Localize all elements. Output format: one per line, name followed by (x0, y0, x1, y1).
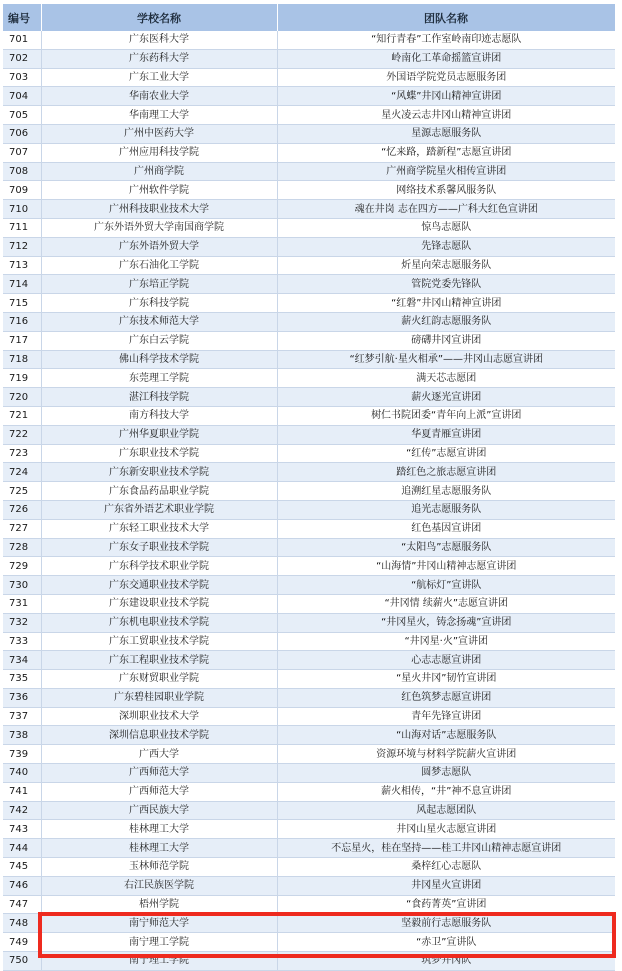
cell-school: 广东省外语艺术职业学院 (41, 500, 277, 519)
cell-team: 网络技术系馨风服务队 (277, 181, 615, 200)
table-row (3, 143, 615, 162)
cell-team: 星源志愿服务队 (277, 124, 615, 143)
table-row (3, 933, 615, 952)
table-row (3, 670, 615, 689)
cell-num: 736 (3, 688, 41, 707)
cell-school: 广州科技职业技术大学 (41, 200, 277, 219)
cell-team: 追光志愿服务队 (277, 500, 615, 519)
cell-num: 703 (3, 68, 41, 87)
cell-school: 南宁理工学院 (41, 933, 277, 952)
cell-num: 706 (3, 124, 41, 143)
cell-school: 湛江科技学院 (41, 388, 277, 407)
cell-num: 742 (3, 801, 41, 820)
cell-school: 广东工业大学 (41, 68, 277, 87)
cell-num: 720 (3, 388, 41, 407)
cell-team: 树仁书院团委“青年向上派”宣讲团 (277, 406, 615, 425)
cell-school: 广州商学院 (41, 162, 277, 181)
cell-team: 心志志愿宣讲团 (277, 651, 615, 670)
table-row (3, 895, 615, 914)
cell-team: 先锋志愿队 (277, 237, 615, 256)
cell-team: 炘星向荣志愿服务队 (277, 256, 615, 275)
cell-num: 716 (3, 312, 41, 331)
cell-school: 梧州学院 (41, 895, 277, 914)
table-row (3, 594, 615, 613)
cell-school: 南方科技大学 (41, 406, 277, 425)
table-row (3, 500, 615, 519)
table-row (3, 576, 615, 595)
cell-school: 桂林理工大学 (41, 820, 277, 839)
cell-team: 青年先锋宣讲团 (277, 707, 615, 726)
header-team: 团队名称 (277, 4, 615, 31)
cell-team: 魂在井岗 志在四方——广科大红色宣讲团 (277, 200, 615, 219)
cell-school: 广西大学 (41, 745, 277, 764)
cell-team: 薪火逐光宣讲团 (277, 388, 615, 407)
table-row (3, 519, 615, 538)
table-row (3, 200, 615, 219)
cell-num: 738 (3, 726, 41, 745)
cell-num: 732 (3, 613, 41, 632)
cell-team: “红磐”井冈山精神宣讲团 (277, 294, 615, 313)
cell-school: 南宁师范大学 (41, 914, 277, 933)
cell-team: 红色基因宣讲团 (277, 519, 615, 538)
table-row (3, 312, 615, 331)
table-row (3, 106, 615, 125)
cell-school: 广东工程职业技术学院 (41, 651, 277, 670)
table-row (3, 237, 615, 256)
cell-team: “山海情”井冈山精神志愿宣讲团 (277, 557, 615, 576)
cell-num: 708 (3, 162, 41, 181)
cell-num: 739 (3, 745, 41, 764)
table-row (3, 745, 615, 764)
cell-num: 741 (3, 782, 41, 801)
cell-school: 广东机电职业技术学院 (41, 613, 277, 632)
table-row (3, 294, 615, 313)
cell-team: 外国语学院党员志愿服务团 (277, 68, 615, 87)
cell-num: 734 (3, 651, 41, 670)
table-row (3, 350, 615, 369)
table-row (3, 162, 615, 181)
cell-num: 735 (3, 670, 41, 689)
cell-school: 广州华夏职业学院 (41, 425, 277, 444)
cell-num: 724 (3, 463, 41, 482)
cell-team: 踏红色之旅志愿宣讲团 (277, 463, 615, 482)
table-row (3, 331, 615, 350)
cell-num: 711 (3, 218, 41, 237)
cell-school: 广州软件学院 (41, 181, 277, 200)
table-row (3, 613, 615, 632)
team-table-container (3, 4, 615, 971)
table-header-row (3, 4, 615, 31)
cell-num: 725 (3, 482, 41, 501)
cell-school: 广东碧桂园职业学院 (41, 688, 277, 707)
table-row (3, 124, 615, 143)
table-row (3, 87, 615, 106)
cell-team: 星火凌云志井冈山精神宣讲团 (277, 106, 615, 125)
cell-school: 广东白云学院 (41, 331, 277, 350)
cell-school: 广东石油化工学院 (41, 256, 277, 275)
cell-team: 岭南化工革命摇篮宣讲团 (277, 49, 615, 68)
table-row (3, 538, 615, 557)
cell-school: 广东外语外贸大学 (41, 237, 277, 256)
cell-team: “太阳鸟”志愿服务队 (277, 538, 615, 557)
cell-school: 广东轻工职业技术大学 (41, 519, 277, 538)
cell-school: 广东工贸职业技术学院 (41, 632, 277, 651)
table-row (3, 388, 615, 407)
cell-num: 723 (3, 444, 41, 463)
cell-num: 713 (3, 256, 41, 275)
cell-school: 广西民族大学 (41, 801, 277, 820)
cell-school: 广东技术师范大学 (41, 312, 277, 331)
table-row (3, 876, 615, 895)
cell-team: 筑梦井冈队 (277, 952, 615, 971)
cell-school: 东莞理工学院 (41, 369, 277, 388)
cell-school: 南宁理工学院 (41, 952, 277, 971)
cell-school: 广州中医药大学 (41, 124, 277, 143)
cell-team: “知行青春”工作室岭南印迹志愿队 (277, 31, 615, 49)
table-row (3, 444, 615, 463)
cell-school: 广西师范大学 (41, 782, 277, 801)
cell-school: 广东医科大学 (41, 31, 277, 49)
cell-num: 709 (3, 181, 41, 200)
cell-team: “忆来路，踏新程”志愿宣讲团 (277, 143, 615, 162)
cell-team: 不忘星火，桂在坚持——桂工井冈山精神志愿宣讲团 (277, 839, 615, 858)
cell-school: 佛山科学技术学院 (41, 350, 277, 369)
table-row (3, 49, 615, 68)
cell-num: 704 (3, 87, 41, 106)
cell-team: 追溯红星志愿服务队 (277, 482, 615, 501)
table-row (3, 914, 615, 933)
cell-team: 桑梓红心志愿队 (277, 858, 615, 877)
cell-school: 华南农业大学 (41, 87, 277, 106)
cell-team: 风起志愿团队 (277, 801, 615, 820)
table-row (3, 425, 615, 444)
cell-school: 广东外语外贸大学南国商学院 (41, 218, 277, 237)
cell-team: “井冈星·火”宣讲团 (277, 632, 615, 651)
cell-team: “井冈情 续薪火”志愿宣讲团 (277, 594, 615, 613)
cell-team: 井冈星火宣讲团 (277, 876, 615, 895)
table-row (3, 839, 615, 858)
table-row (3, 275, 615, 294)
cell-num: 719 (3, 369, 41, 388)
cell-num: 722 (3, 425, 41, 444)
cell-num: 730 (3, 576, 41, 595)
cell-school: 广东科学技术职业学院 (41, 557, 277, 576)
cell-team: “星火井冈”韧竹宣讲团 (277, 670, 615, 689)
cell-num: 750 (3, 952, 41, 971)
header-num: 编号 (3, 4, 41, 31)
cell-school: 广东职业技术学院 (41, 444, 277, 463)
table-row (3, 181, 615, 200)
cell-team: “航标灯”宣讲队 (277, 576, 615, 595)
cell-num: 748 (3, 914, 41, 933)
cell-team: “山海对话”志愿服务队 (277, 726, 615, 745)
cell-num: 729 (3, 557, 41, 576)
cell-school: 广东科技学院 (41, 294, 277, 313)
cell-num: 737 (3, 707, 41, 726)
cell-team: 薪火相传，“井”神不息宣讲团 (277, 782, 615, 801)
cell-team: 井冈山星火志愿宣讲团 (277, 820, 615, 839)
cell-school: 广州应用科技学院 (41, 143, 277, 162)
cell-team: 满天芯志愿团 (277, 369, 615, 388)
cell-team: “井冈星火，铸念扬魂”宣讲团 (277, 613, 615, 632)
cell-num: 733 (3, 632, 41, 651)
table-row (3, 801, 615, 820)
cell-team: 管院党委先锋队 (277, 275, 615, 294)
cell-num: 745 (3, 858, 41, 877)
table-row (3, 256, 615, 275)
cell-school: 深圳职业技术大学 (41, 707, 277, 726)
cell-num: 746 (3, 876, 41, 895)
cell-num: 712 (3, 237, 41, 256)
table-row (3, 764, 615, 783)
cell-team: 华夏青雁宣讲团 (277, 425, 615, 444)
table-row (3, 406, 615, 425)
table-row (3, 707, 615, 726)
cell-team: “风蝶”井冈山精神宣讲团 (277, 87, 615, 106)
cell-num: 727 (3, 519, 41, 538)
cell-school: 广西师范大学 (41, 764, 277, 783)
cell-team: 薪火红韵志愿服务队 (277, 312, 615, 331)
cell-school: 广东女子职业技术学院 (41, 538, 277, 557)
table-row (3, 820, 615, 839)
table-row (3, 632, 615, 651)
cell-team: 磅礴井冈宣讲团 (277, 331, 615, 350)
cell-team: 资源环境与材料学院薪火宣讲团 (277, 745, 615, 764)
cell-team: 惊鸟志愿队 (277, 218, 615, 237)
cell-team: 红色筑梦志愿宣讲团 (277, 688, 615, 707)
cell-num: 714 (3, 275, 41, 294)
cell-school: 广东新安职业技术学院 (41, 463, 277, 482)
cell-team: 坚毅前行志愿服务队 (277, 914, 615, 933)
cell-num: 718 (3, 350, 41, 369)
cell-school: 广东建设职业技术学院 (41, 594, 277, 613)
cell-school: 广东交通职业技术学院 (41, 576, 277, 595)
table-row (3, 858, 615, 877)
cell-school: 深圳信息职业技术学院 (41, 726, 277, 745)
table-row (3, 463, 615, 482)
cell-num: 701 (3, 31, 41, 49)
cell-num: 726 (3, 500, 41, 519)
cell-school: 广东培正学院 (41, 275, 277, 294)
team-table (3, 4, 616, 971)
cell-num: 707 (3, 143, 41, 162)
cell-num: 744 (3, 839, 41, 858)
table-body (3, 31, 615, 970)
cell-team: “红梦引航·星火相承”——井冈山志愿宣讲团 (277, 350, 615, 369)
cell-school: 桂林理工大学 (41, 839, 277, 858)
cell-school: 广东财贸职业学院 (41, 670, 277, 689)
cell-team: 广州商学院星火相传宣讲团 (277, 162, 615, 181)
cell-num: 728 (3, 538, 41, 557)
table-row (3, 482, 615, 501)
cell-school: 玉林师范学院 (41, 858, 277, 877)
cell-team: “红传”志愿宣讲团 (277, 444, 615, 463)
table-row (3, 651, 615, 670)
cell-school: 华南理工大学 (41, 106, 277, 125)
cell-num: 747 (3, 895, 41, 914)
cell-num: 705 (3, 106, 41, 125)
table-row (3, 369, 615, 388)
table-row (3, 68, 615, 87)
cell-team: 圆梦志愿队 (277, 764, 615, 783)
cell-team: “食药菁英”宣讲团 (277, 895, 615, 914)
table-row (3, 557, 615, 576)
cell-team: “赤卫”宣讲队 (277, 933, 615, 952)
cell-school: 广东药科大学 (41, 49, 277, 68)
table-row (3, 218, 615, 237)
cell-num: 715 (3, 294, 41, 313)
table-row (3, 31, 615, 49)
table-row (3, 688, 615, 707)
cell-num: 731 (3, 594, 41, 613)
table-row (3, 726, 615, 745)
cell-num: 743 (3, 820, 41, 839)
cell-school: 广东食品药品职业学院 (41, 482, 277, 501)
cell-num: 749 (3, 933, 41, 952)
cell-num: 740 (3, 764, 41, 783)
table-row (3, 782, 615, 801)
cell-num: 721 (3, 406, 41, 425)
cell-school: 右江民族医学院 (41, 876, 277, 895)
cell-num: 717 (3, 331, 41, 350)
cell-num: 702 (3, 49, 41, 68)
header-school: 学校名称 (41, 4, 277, 31)
cell-num: 710 (3, 200, 41, 219)
